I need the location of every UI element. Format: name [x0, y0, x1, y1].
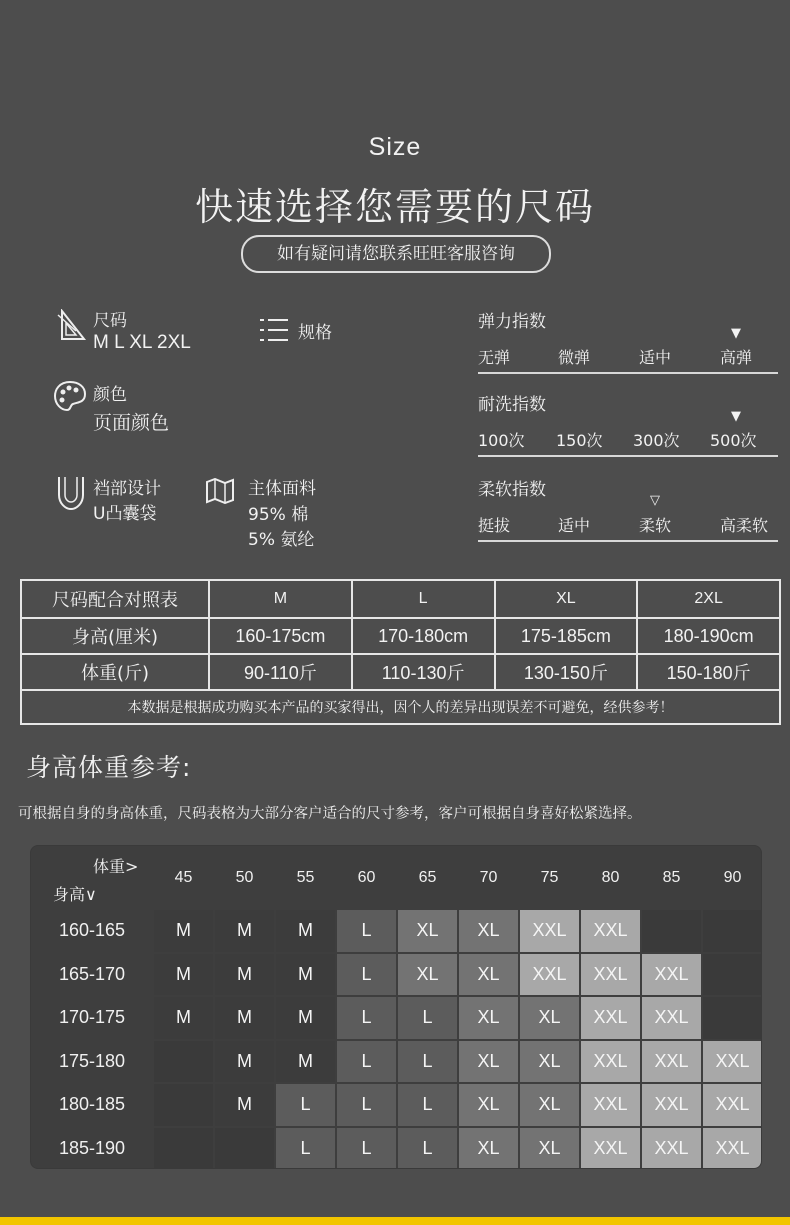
table-note: 本数据是根据成功购买本产品的买家得出，因个人的差异出现误差不可避免，经供参考！ [21, 690, 780, 724]
size-feature-label: 尺码 [93, 311, 127, 331]
size-table [20, 579, 781, 725]
selected-marker-icon: ▼ [731, 326, 741, 341]
table-row [21, 618, 780, 654]
index-option: 150次 [556, 431, 603, 450]
size-feature-value: M L XL 2XL [93, 332, 191, 353]
size-cell: XL [520, 1128, 579, 1170]
selected-marker-icon: ▼ [731, 409, 741, 424]
size-cell: M [154, 910, 213, 952]
size-cell: XXL [581, 997, 640, 1039]
selected-marker-icon: ▽ [650, 493, 660, 508]
size-cell: L [398, 1128, 457, 1170]
index-option: 300次 [633, 431, 680, 450]
size-cell: M [276, 997, 335, 1039]
size-cell: XL [459, 954, 518, 996]
index-divider [478, 372, 778, 374]
bottom-accent-bar [0, 1217, 790, 1225]
index-option: 高弹 [720, 348, 753, 367]
table-cell: 170-180cm [352, 618, 495, 654]
size-cell: L [337, 1041, 396, 1083]
index-title: 耐洗指数 [478, 395, 546, 415]
reference-description: 可根据自身的身高体重，尺码表格为大部分客户适合的尺寸参考，客户可根据自身喜好松紧选择。 [18, 806, 642, 822]
size-cell: XL [398, 954, 457, 996]
size-cell: XXL [520, 954, 579, 996]
palette-icon [53, 380, 87, 412]
height-row-label: 170-175 [58, 1007, 126, 1027]
size-cell: L [337, 997, 396, 1039]
weight-header: 50 [235, 869, 254, 886]
height-row-label: 165-170 [58, 963, 126, 984]
table-cell: 160-175cm [209, 618, 352, 654]
fabric-map-icon [205, 478, 235, 504]
size-cell: L [276, 1128, 335, 1170]
table-row [21, 654, 780, 690]
index-option: 高柔软 [720, 516, 769, 535]
table-cell: 150-180斤 [637, 654, 780, 690]
size-cell: XXL [581, 1084, 640, 1126]
height-row-label: 160-165 [58, 920, 126, 940]
index-option: 柔软 [639, 516, 672, 535]
size-cell: XXL [581, 910, 640, 952]
index-option: 适中 [558, 516, 591, 535]
table-header-row [21, 580, 780, 618]
page-title: 快速选择您需要的尺码 [194, 185, 595, 229]
color-feature-label: 颜色 [93, 385, 127, 405]
weight-header: 80 [601, 869, 620, 886]
size-cell [154, 1084, 213, 1126]
table-header-cell: M [209, 580, 352, 618]
height-row-label: 180-185 [58, 1094, 126, 1114]
size-cell: L [398, 997, 457, 1039]
weight-axis-label: 体重> [93, 857, 139, 876]
list-icon [259, 317, 289, 343]
u-pouch-icon [55, 475, 87, 511]
size-cell: M [215, 910, 274, 952]
size-cell: M [276, 910, 335, 952]
size-cell: M [215, 954, 274, 996]
size-cell: L [337, 954, 396, 996]
size-cell: M [215, 997, 274, 1039]
weight-header: 60 [357, 869, 376, 886]
weight-header: 45 [174, 869, 193, 886]
height-row-label: 185-190 [58, 1137, 126, 1158]
size-cell: XXL [642, 954, 701, 996]
size-label: Size [368, 133, 422, 161]
size-cell: XXL [642, 1128, 701, 1170]
size-cell: XL [459, 1041, 518, 1083]
size-cell: L [276, 1084, 335, 1126]
reference-title: 身高体重参考: [26, 753, 192, 782]
contact-note: 如有疑问请您联系旺旺客服咨询 [241, 235, 551, 273]
size-cell: L [337, 910, 396, 952]
index-option: 500次 [710, 431, 757, 450]
weight-header: 70 [479, 869, 498, 886]
table-cell: 130-150斤 [495, 654, 638, 690]
index-divider [478, 540, 778, 542]
table-cell: 身高(厘米) [21, 618, 209, 654]
size-cell [703, 954, 762, 996]
fabric-feature-value-1: 95% 棉 [248, 505, 309, 525]
size-cell: M [154, 954, 213, 996]
size-cell: XL [459, 1128, 518, 1170]
table-note-row [21, 690, 780, 724]
size-cell: XL [459, 910, 518, 952]
index-option: 微弹 [558, 348, 591, 367]
size-cell [642, 910, 701, 952]
weight-header: 90 [723, 869, 742, 886]
table-cell: 110-130斤 [352, 654, 495, 690]
index-title: 柔软指数 [478, 480, 546, 500]
size-cell: XXL [581, 1128, 640, 1170]
color-feature-value: 页面颜色 [93, 412, 170, 434]
table-header-cell: L [352, 580, 495, 618]
size-cell [703, 997, 762, 1039]
size-cell: XXL [642, 997, 701, 1039]
table-cell: 90-110斤 [209, 654, 352, 690]
size-cell: XXL [642, 1041, 701, 1083]
index-option: 100次 [478, 431, 525, 450]
size-cell: M [215, 1041, 274, 1083]
spec-feature-label: 规格 [298, 323, 332, 343]
crotch-feature-value: U凸囊袋 [93, 504, 157, 524]
size-cell: XL [520, 997, 579, 1039]
size-cell: L [337, 1084, 396, 1126]
table-header-cell: 2XL [637, 580, 780, 618]
size-cell: M [154, 997, 213, 1039]
size-cell: XXL [520, 910, 579, 952]
weight-header: 85 [662, 869, 681, 886]
index-option: 无弹 [478, 348, 511, 367]
size-cell: XL [459, 997, 518, 1039]
weight-header: 55 [296, 869, 315, 886]
triangle-ruler-icon [56, 309, 88, 343]
size-cell: L [398, 1041, 457, 1083]
index-option: 适中 [639, 348, 672, 367]
size-cell: XXL [642, 1084, 701, 1126]
table-header-cell: XL [495, 580, 638, 618]
size-cell: XXL [703, 1084, 762, 1126]
height-weight-grid [30, 845, 762, 1169]
index-divider [478, 455, 778, 457]
height-row-label: 175-180 [58, 1050, 126, 1071]
size-cell: XXL [581, 1041, 640, 1083]
table-header-cell: 尺码配合对照表 [21, 580, 209, 618]
size-cell: M [276, 954, 335, 996]
size-cell: XXL [581, 954, 640, 996]
size-cell: L [398, 1084, 457, 1126]
size-cell: XL [459, 1084, 518, 1126]
fabric-feature-value-2: 5% 氨纶 [248, 530, 315, 550]
size-cell: XL [520, 1041, 579, 1083]
size-cell: M [215, 1084, 274, 1126]
crotch-feature-label: 裆部设计 [93, 479, 161, 499]
size-cell [154, 1128, 213, 1170]
index-title: 弹力指数 [478, 312, 546, 332]
index-option: 挺拔 [478, 516, 511, 535]
size-cell [154, 1041, 213, 1083]
height-axis-label: 身高∨ [53, 885, 97, 904]
table-cell: 体重(斤) [21, 654, 209, 690]
size-cell: L [337, 1128, 396, 1170]
fabric-feature-label: 主体面料 [248, 479, 316, 499]
size-cell: XXL [703, 1041, 762, 1083]
table-cell: 175-185cm [495, 618, 638, 654]
size-cell [703, 910, 762, 952]
size-cell: XXL [703, 1128, 762, 1170]
size-cell: M [276, 1041, 335, 1083]
weight-header: 75 [540, 869, 559, 886]
weight-header: 65 [418, 869, 437, 886]
table-cell: 180-190cm [637, 618, 780, 654]
size-cell [215, 1128, 274, 1170]
size-cell: XL [398, 910, 457, 952]
size-cell: XL [520, 1084, 579, 1126]
